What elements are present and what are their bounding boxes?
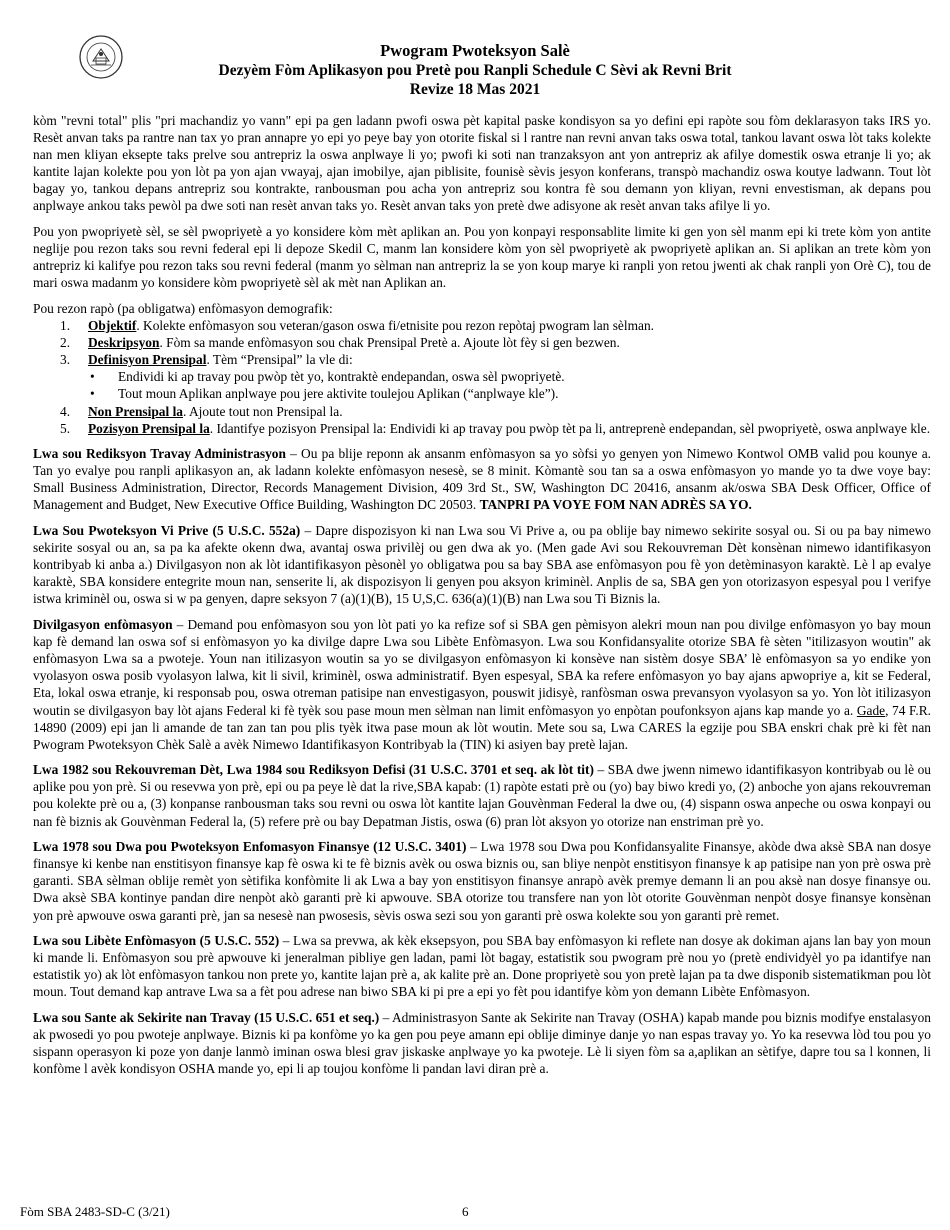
sba-seal-logo bbox=[79, 35, 123, 79]
form-identifier: Fòm SBA 2483-SD-C (3/21) bbox=[20, 1204, 170, 1219]
document-subtitle: Dezyèm Fòm Aplikasyon pou Pretè pou Ranpli Schedule C Sèvi ak Revni Brit bbox=[218, 62, 732, 79]
intro-paragraph-1: kòm "revni total" plis "pri machandiz yo vann" epi pa gen ladann pwofi oswa pèt kapital paske kondisyon sa yo defini epi rapòte sou fòm deklarasyon taks IRS yo. Resèt anvan taks pa rantre nan tax yo pran annapre yo epi yo peye bay yon otorite fiskal si l rantre nan revni anvan taks oswa total, tankou lavant oswa lòt taks kolekte nan men kliyan eksepte taks prelve sou antrepriz la oswa anplwaye li yo; pwofi ki soti nan tranzaksyon ant yon antrepriz ak afilye domestik oswa etranje li yo; ak kantite lajan kolekte pou yon lòt pa yon ajan vwayaj, ajan imobilye, ajan piblisite, founisè sèvis jesyon konferans, transpò machandiz oswa koutye ladwann. Tout lòt bagay yo, tankou depans antrepriz sou kontrakte, ranbousman pou acha yon antrepriz sou kontra fè sou demann yon kliyan, revni envestisman, ak depans pou anplwaye ankou taks pewòl pa dwe soti nan resèt anvan taks yo. Resèt anvan taks yon pretè dwe adisyone ak resèt anvan taks afilye li yo. bbox=[33, 113, 931, 214]
intro-paragraph-2: Pou yon pwopriyetè sèl, se sèl pwopriyetè a yo konsidere kòm mèt aplikan an. Pou yon konpayi responsablite limite ki gen yon sèl manm epi ki trete kòm yon antite neglije pou rezon taks sou revni federal epi li depoze Skedil C, manm lan konsidere kòm yon sèl pwopriyetè ak pwopriyetè aplikan an. Si aplikan an trete kòm yon antrepriz ki kalifye pou rezon taks sou revni federal (manm yo sèlman nan antrepriz la se yon koup marye ki ranpli yon retou jwenti ak chak ranpli yon Orè C), tou de mari oswa madanm yo konsidere kòm pwopriyetè sèl ak mèt nan Aplikan an. bbox=[33, 224, 931, 291]
financial-privacy-section: Lwa 1978 sou Dwa pou Pwoteksyon Enfomasyon Finansye (12 U.S.C. 3401) – Lwa 1978 sou Dwa pou Konfidansyalite Finansye, akòde dwa aksè SBA nan dosye finansye ki kenbe nan enstitisyon finansye kap fè oswa ki te fè biznis avèk ou oswa biznis ou, san bliye nenpòt enstitisyon finansye k ap patisipe nan yon prè oswa prè garanti. SBA sèlman oblije remèt yon sètifika konfòmite li ak Lwa a bay yon enstitisyon finansye anrapò avèk premye demann li an pou aksè nan dosye finansye ou. Dwa aksè SBA kontinye pandan dire nenpòt akò garanti prè ki apwouve. SBA otorize tou transfere nan yon lòt otorite Gouvènman nenpòt dosye finansye konsènan yon prè apwouve oswa garanti prè, jan sa nesesè nan pwosesis, sèvis oswa sezi sou yon garanti prè oswa kolekte sou yon garanti prè remet. bbox=[33, 839, 932, 923]
document-revision: Revize 18 Mas 2021 bbox=[409, 81, 541, 98]
list-item: 4. Non Prensipal la. Ajoute tout non Prensipal la. bbox=[60, 403, 343, 419]
document-title: Pwogram Pwoteksyon Salè bbox=[380, 41, 570, 60]
list-item: 3. Definisyon Prensipal. Tèm “Prensipal” la vle di: • Endividi ki ap travay pou pwòp tèt yo, kontraktè endepandan, oswa sèl pwopriyetè. • Tout moun Aplikan anplwaye pou jere aktivite toulejou Aplikan (“anplwaye kle”). bbox=[33, 351, 931, 402]
page-number: 6 bbox=[462, 1204, 469, 1219]
paperwork-reduction-section: Lwa sou Rediksyon Travay Administrasyon – Ou pa blije reponn ak ansanm enfòmasyon sa yo sòfsi yo genyen yon Nimewo Kontwol OMB valid pou kounye a. Tan yo evalye pou ranpli aplikasyon an, ak ladann kolekte enfòmasyon nesesè, se 8 minit. Kòmantè sou tan sa a oswa enfòmasyon yo mande yo ta dwe voye bay: Small Business Administration, Director, Records Management Division, 409 3rd St., SW, Washington DC 20416, ansanm ak/oswa SBA Desk Officer, Office of Management and Budget, New Executive Office Building, Washington DC 20503. TANPRI PA VOYE FOM NAN ADRÈS SA YO. bbox=[33, 446, 931, 513]
disclosure-section: Divilgasyon enfòmasyon – Demand pou enfòmasyon sou yon lòt pati yo ka refize sof si SBA gen pèmisyon alekri moun nan pou divilge enfòmasyon yo bay moun kap fè demand lan oswa sof si enfòmasyon yo ka divilge dapre Lwa sou Libète Enfòmasyon. Lwa sou Konfidansyalite otorize SBA fè sèten "itilizasyon woutin" ak enfòmasyon Lwa sa a pwoteje. Youn nan itilizasyon woutin sa yo se divilgasyon enfòmasyon ki konsève nan sistèm dosye SBA’ lè enfòmasyon sa yo endike yon vyolasyon oswa posib vyolasyon lalwa, kit li sivil, kriminèl, oswa administratif. Byen espesyal, SBA ka refere enfòmasyon yo bay ajans apwopriye a, kit se Federal, Eta, lokal oswa etranje, ki responsab pou, oswa otreman patisipe nan envestigasyon, pouswit jidisyè, ranfòsman oswa prevansyon vyolasyon sa yo. Yon lòt itilizasyon woutin se divilgasyon bay lòt ajans Federal ki fè tyèk sou pase moun men sèlman nan limit enfòmasyon yo enpòtan poufonksyon ajans kap mande yo a. Gade, 74 F.R. 14890 (2009) epi jan li amande de tan zan tan pou plis tyèk itwa pase moun ak lòt woutin. Mete sou sa, Lwa CARES la egzije pou SBA enskri chak prè ki fèt nan Pwogram Pwoteksyon Chèk Salè a avèk Nimewo Idantifikasyon Kontribyab la (TIN) ki asiyen bay pretè lajan. bbox=[33, 617, 931, 752]
list-item: 1. Objektif. Kolekte enfòmasyon sou veteran/gason oswa fi/etnisite pou rezon repòtaj pwogram lan sèlman. bbox=[60, 318, 654, 334]
debt-collection-section: Lwa 1982 sou Rekouvreman Dèt, Lwa 1984 sou Rediksyon Defisi (31 U.S.C. 3701 et seq. ak lòt tit) – SBA dwe jwenn nimewo idantifikasyon kontribyab ou lè ou aplike pou yon prè. Si ou resevwa yon prè, epi ou pa peye lè dat la rive,SBA kapab: (1) rapòte estati prè ou (yo) bay biwo kredi yo, (2) anboche yon ajans rekouvreman pou kolekte prè ou a, (3) konpanse ranbousman taks sou revni ou oswa lòt kantite lajan Gouvènman Federal la dwe ou, (4) sispann oswa anpeche ou oswa konpayi ou nan fè biznis ak Gouvènman Federal la, (5) refere prè ou bay Depatman Jistis, oswa (6) pran lòt aksyon yo otorize nan enstriman prè yo. bbox=[33, 762, 931, 829]
bullet-item: • Tout moun Aplikan anplwaye pou jere aktivite toulejou Aplikan (“anplwaye kle”). bbox=[90, 386, 559, 402]
principal-definition-bullets bbox=[33, 368, 931, 402]
page-header bbox=[200, 41, 750, 99]
list-item: 5. Pozisyon Prensipal la. Idantifye pozisyon Prensipal la: Endividi ki ap travay pou pwòp tèt pa li, antreprenè endepandan, sèl pwopriyetè, oswa anplwaye kle. bbox=[60, 420, 931, 436]
osha-section: Lwa sou Sante ak Sekirite nan Travay (15 U.S.C. 651 et seq.) – Administrasyon Sante ak Sekirite nan Travay (OSHA) kapab mande pou biznis modifye enstalasyon ak pwosedi yo pou pwoteje anplwaye. Biznis ki pa konfòme yo ka gen pou peye amann epi oblije diminye danje yo nan espas travay yo. Yo ka resevwa lòd tou pou yo sispann operasyon ki poze yon danje lanmò iminan oswa blesi grav jiskaske anplwaye yo ka pwoteje. Lè li siyen fòm sa a,aplikan an sètifye, dapre tou sa l konnen, li konfòme l avèk kondisyon OSHA mande yo, epi li ap toujou konfòme li pandan lavi diran prè a. bbox=[33, 1010, 931, 1077]
demographic-list bbox=[33, 317, 931, 437]
privacy-act-section: Lwa Sou Pwoteksyon Vi Prive (5 U.S.C. 552a) – Dapre dispozisyon ki nan Lwa sou Vi Prive a, ou pa oblije bay nimewo sekirite sosyal ou. Si ou pa bay nimewo sekirite sosyal ou an, sa pa ka afekte okenn dwa, avantaj oswa privilèj ou gen dwa ak yo. (Men gade Avi sou Rekouvreman Dèt konsènan nimewo idantifikasyon kontribyab ki anba a.) Divilgasyon non ak lòt idantifikasyon pèsonèl yo obligatwa pou sa bay SBA ase enfòmasyon pou fè yon detèminasyon karaktè. Lè l ap evalye karaktè, SBA konsidere entegrite moun nan, senserite li, ak dispozisyon li genyen pou aksyon kriminèl. Anplis de sa, SBA gen yon otorizasyon espesyal pou l verifye istwa kriminèl ou, oswa si w pa genyen, dapre seksyon 7 (a)(1)(B), 15 U,S,C. 636(a)(1)(B) nan Lwa sou Ti Biznis la. bbox=[33, 523, 932, 607]
list-item: 2. Deskripsyon. Fòm sa mande enfòmasyon sou chak Prensipal Pretè a. Ajoute lòt fèy si gen bezwen. bbox=[60, 335, 620, 351]
foia-section: Lwa sou Libète Enfòmasyon (5 U.S.C. 552) – Lwa sa prevwa, ak kèk eksepsyon, pou SBA bay enfòmasyon ki reflete nan dosye ak dokiman ajans lan bay yon moun ki mande li. Enfòmasyon sou prè apwouve ki jeneralman pibliye gen ladan, pami lòt bagay, estatistik sou pwogram prè nou yo (pretè endividyèl yo pa idantifye nan estatistik yo) ak lòt enfòmasyon tankou non prete yo, kantite lajan prè a, ak kalite prè an. Done propriyetè sou yon pretè lajan pa ta dwe disponib sistematikman pou lòt moun. Tout demand kap antrave Lwa sa a fèt pou adrese nan biwo SBA ki pi pre a epi yo fèt pou idantifye kòm yon demann Libète Enfòmasyon. bbox=[33, 933, 931, 1000]
demographic-intro: Pou rezon rapò (pa obligatwa) enfòmasyon demografik: bbox=[33, 300, 333, 316]
bullet-item: • Endividi ki ap travay pou pwòp tèt yo, kontraktè endepandan, oswa sèl pwopriyetè. bbox=[90, 369, 565, 385]
document-body bbox=[33, 112, 931, 1086]
